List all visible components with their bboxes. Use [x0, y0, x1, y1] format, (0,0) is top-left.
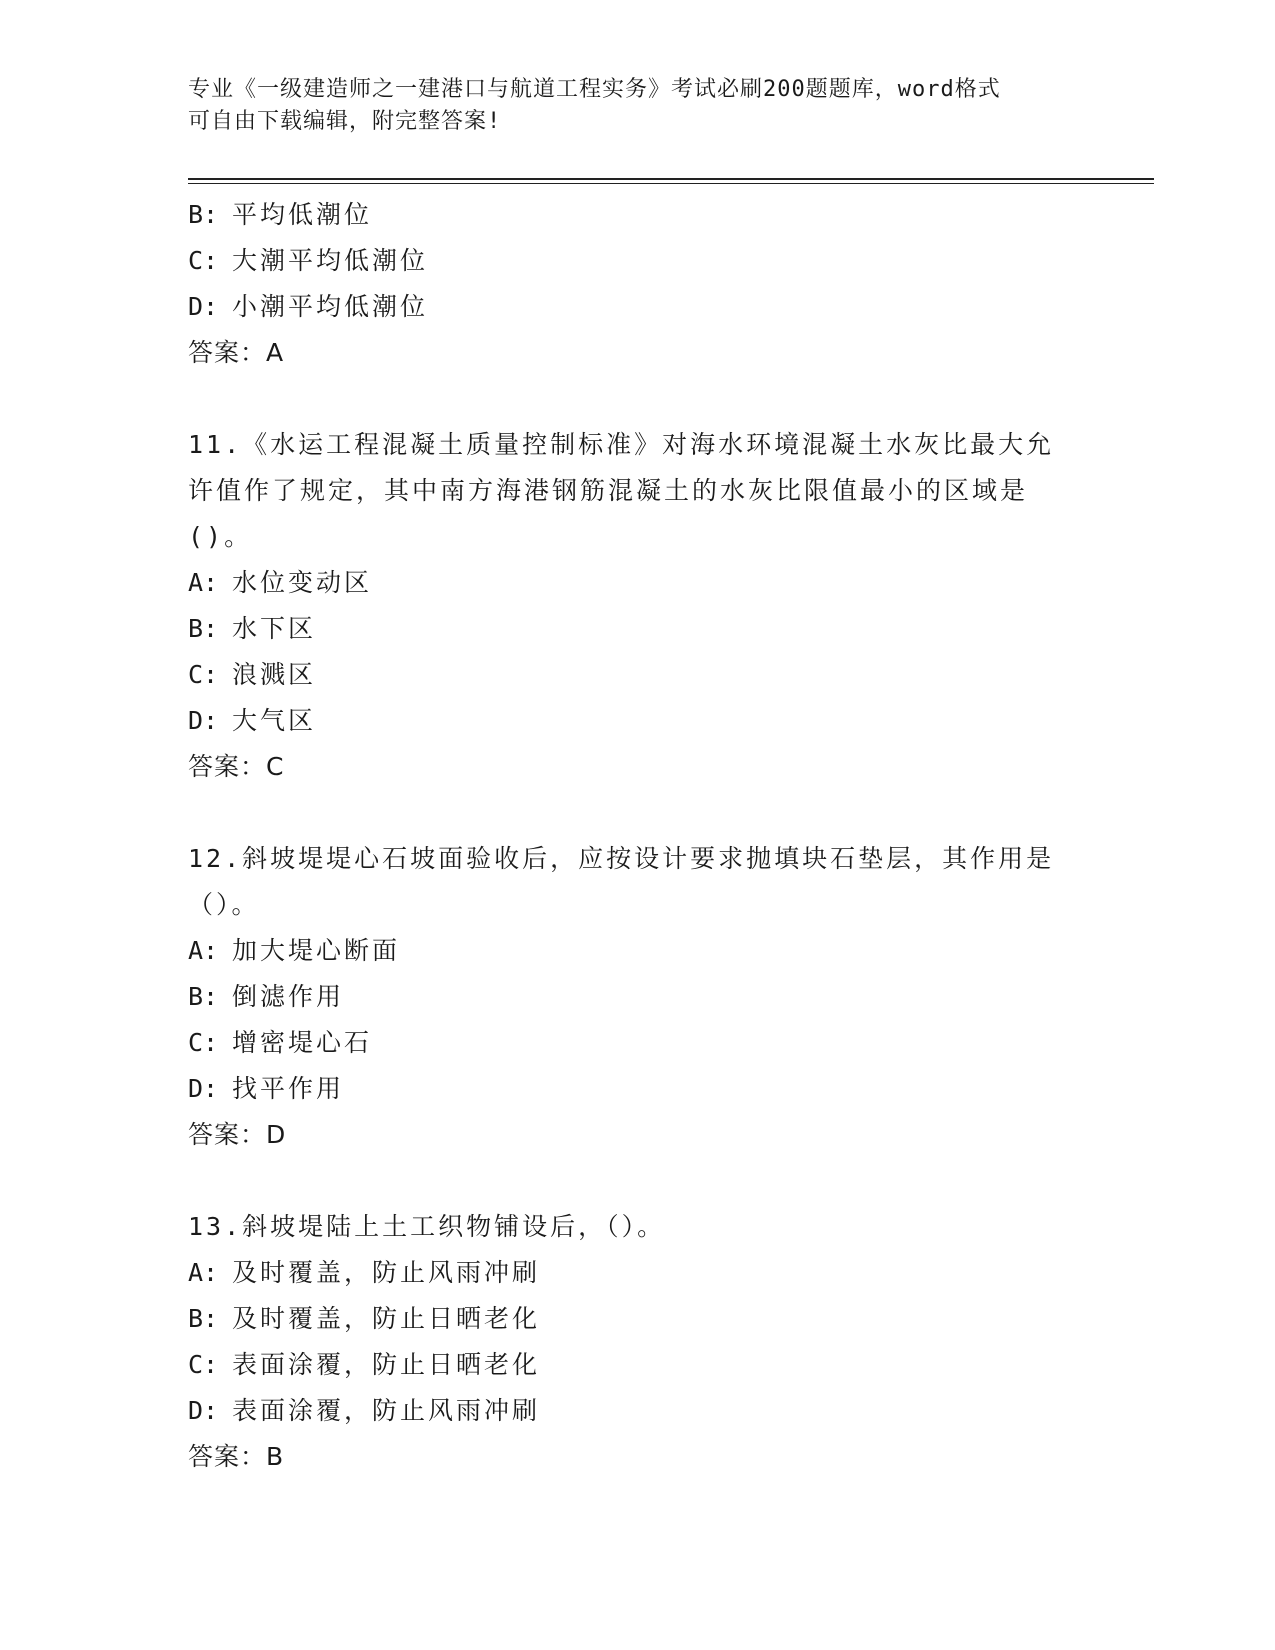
- option-text: 及时覆盖，防止风雨冲刷: [232, 1258, 541, 1287]
- option-c: [188, 1020, 1088, 1066]
- answer-line: 答案：C: [188, 752, 285, 781]
- option-d: [188, 1066, 1088, 1112]
- option-text: 大气区: [232, 706, 317, 735]
- option-letter: D:: [188, 292, 219, 321]
- option-text: 增密堤心石: [232, 1028, 373, 1057]
- question-13: [188, 1204, 1088, 1480]
- option-b: [188, 1296, 1088, 1342]
- answer-line: 答案：D: [188, 1120, 287, 1149]
- option-text: 找平作用: [232, 1074, 345, 1103]
- option-c: [188, 238, 1088, 284]
- header-line-2: 可自由下载编辑，附完整答案!: [188, 109, 502, 134]
- question-stem-line: 12.斜坡堤堤心石坡面验收后，应按设计要求抛填块石垫层，其作用是: [188, 844, 1055, 873]
- option-letter: C:: [188, 246, 219, 275]
- question-stem-line: 13.斜坡堤陆上土工织物铺设后，（）。: [188, 1212, 666, 1241]
- question-stem-line: 许值作了规定，其中南方海港钢筋混凝土的水灰比限值最小的区域是: [188, 476, 1029, 505]
- option-text: 大潮平均低潮位: [232, 246, 429, 275]
- option-text: 倒滤作用: [232, 982, 345, 1011]
- option-a: [188, 1250, 1088, 1296]
- option-text: 水位变动区: [232, 568, 373, 597]
- option-text: 及时覆盖，防止日晒老化: [232, 1304, 541, 1333]
- option-b: [188, 974, 1088, 1020]
- option-letter: D:: [188, 706, 219, 735]
- option-text: 浪溅区: [232, 660, 317, 689]
- option-letter: C:: [188, 1028, 219, 1057]
- option-letter: C:: [188, 660, 219, 689]
- question-stem-line: （）。: [188, 890, 260, 919]
- option-letter: D:: [188, 1396, 219, 1425]
- partial-question: [188, 192, 1088, 376]
- option-text: 加大堤心断面: [232, 936, 401, 965]
- answer-line: 答案：A: [188, 338, 285, 367]
- option-letter: B:: [188, 1304, 219, 1333]
- option-letter: B:: [188, 200, 219, 229]
- option-text: 平均低潮位: [232, 200, 373, 229]
- option-letter: A:: [188, 936, 219, 965]
- question-12: [188, 836, 1088, 1158]
- header-divider-thin: [188, 183, 1154, 184]
- question-stem-line: ()。: [188, 522, 253, 551]
- answer-line: 答案：B: [188, 1442, 285, 1471]
- header-line-1: 专业《一级建造师之一建港口与航道工程实务》考试必刷200题题库，word格式: [188, 77, 1001, 102]
- option-text: 表面涂覆，防止风雨冲刷: [232, 1396, 541, 1425]
- option-d: [188, 284, 1088, 330]
- option-c: [188, 1342, 1088, 1388]
- option-letter: C:: [188, 1350, 219, 1379]
- option-d: [188, 698, 1088, 744]
- option-letter: A:: [188, 1258, 219, 1287]
- question-11: [188, 422, 1088, 790]
- header-divider-thick: [188, 178, 1154, 180]
- option-d: [188, 1388, 1088, 1434]
- option-letter: A:: [188, 568, 219, 597]
- option-a: [188, 928, 1088, 974]
- option-b: [188, 192, 1088, 238]
- option-text: 小潮平均低潮位: [232, 292, 429, 321]
- option-text: 水下区: [232, 614, 317, 643]
- option-letter: D:: [188, 1074, 219, 1103]
- option-text: 表面涂覆，防止日晒老化: [232, 1350, 541, 1379]
- option-c: [188, 652, 1088, 698]
- option-a: [188, 560, 1088, 606]
- document-body: [188, 192, 1088, 1480]
- option-letter: B:: [188, 614, 219, 643]
- option-b: [188, 606, 1088, 652]
- question-stem-line: 11.《水运工程混凝土质量控制标准》对海水环境混凝土水灰比最大允: [188, 430, 1055, 459]
- option-letter: B:: [188, 982, 219, 1011]
- document-header: [188, 74, 1088, 138]
